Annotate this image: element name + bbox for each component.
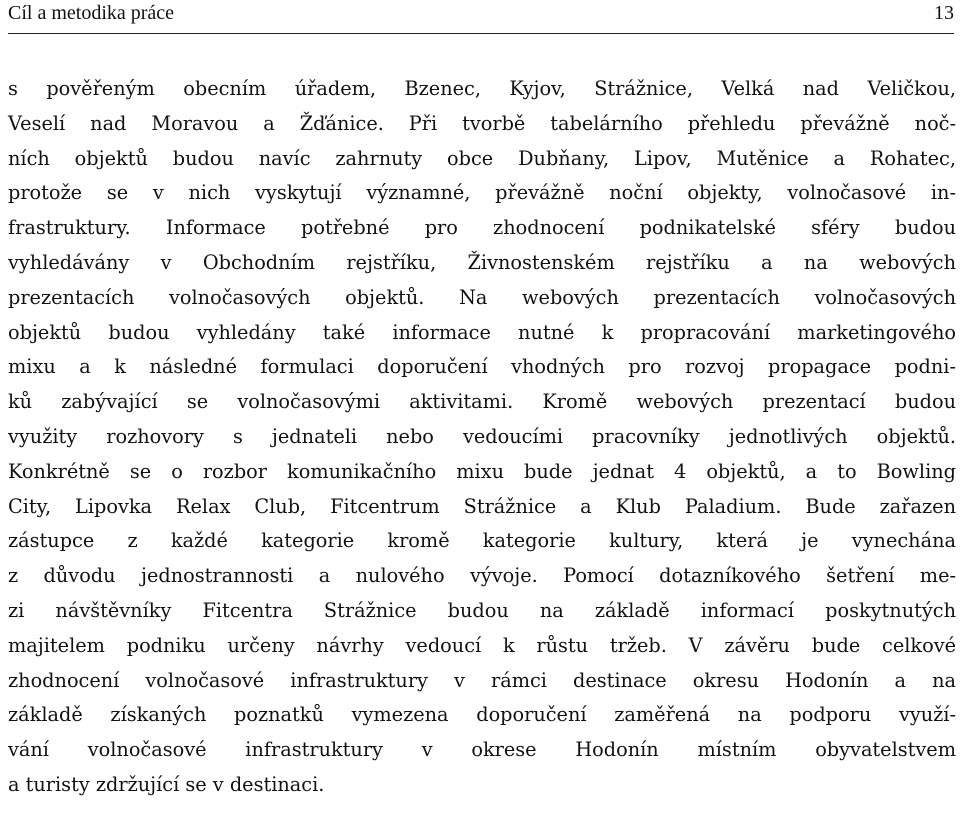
text-line: frastruktury. Informace potřebné pro zhodnocení podnikatelské sféry budou [8, 216, 956, 240]
text-line: protože se v nich vyskytují významné, převážně noční objekty, volnočasové in- [8, 181, 956, 205]
text-line: využity rozhovory s jednateli nebo vedoucími pracovníky jednotlivých objektů. [8, 424, 956, 448]
body-paragraph [8, 72, 956, 803]
text-line: zhodnocení volnočasové infrastruktury v rámci destinace okresu Hodonín a na [8, 668, 956, 692]
running-header [8, 0, 954, 34]
text-line: z důvodu jednostrannosti a nulového vývoje. Pomocí dotazníkového šetření me- [8, 564, 956, 588]
text-line: ních objektů budou navíc zahrnuty obce Dubňany, Lipov, Mutěnice a Rohatec, [8, 146, 956, 170]
text-line: ků zabývající se volnočasovými aktivitami. Kromě webových prezentací budou [8, 390, 956, 414]
text-line: mixu a k následné formulaci doporučení vhodných pro rozvoj propagace podni- [8, 355, 956, 379]
text-line: zi návštěvníky Fitcentra Strážnice budou na základě informací poskytnutých [8, 598, 956, 622]
text-line: objektů budou vyhledány také informace nutné k propracování marketingového [8, 320, 956, 344]
text-line: vyhledávány v Obchodním rejstříku, Živnostenském rejstříku a na webových [8, 250, 956, 274]
text-line: základě získaných poznatků vymezena doporučení zaměřená na podporu využí- [8, 703, 956, 727]
page-number: 13 [934, 2, 954, 24]
text-line: s pověřeným obecním úřadem, Bzenec, Kyjov, Strážnice, Velká nad Veličkou, [8, 77, 956, 100]
text-line: Veselí nad Moravou a Žďánice. Při tvorbě tabelárního přehledu převážně noč- [8, 111, 956, 135]
text-line: City, Lipovka Relax Club, Fitcentrum Strážnice a Klub Paladium. Bude zařazen [8, 494, 956, 518]
text-line: vání volnočasové infrastruktury v okrese Hodonín místním obyvatelstvem [8, 738, 956, 762]
chapter-title: Cíl a metodika práce [8, 2, 175, 24]
text-line: Konkrétně se o rozbor komunikačního mixu bude jednat 4 objektů, a to Bowling [8, 459, 956, 483]
text-line: prezentacích volnočasových objektů. Na webových prezentacích volnočasových [8, 285, 956, 309]
text-line: zástupce z každé kategorie kromě kategorie kultury, která je vynechána [8, 529, 956, 553]
text-line: majitelem podniku určeny návrhy vedoucí k růstu tržeb. V závěru bude celkové [8, 633, 956, 657]
text-line: a turisty zdržující se v destinaci. [8, 772, 325, 796]
